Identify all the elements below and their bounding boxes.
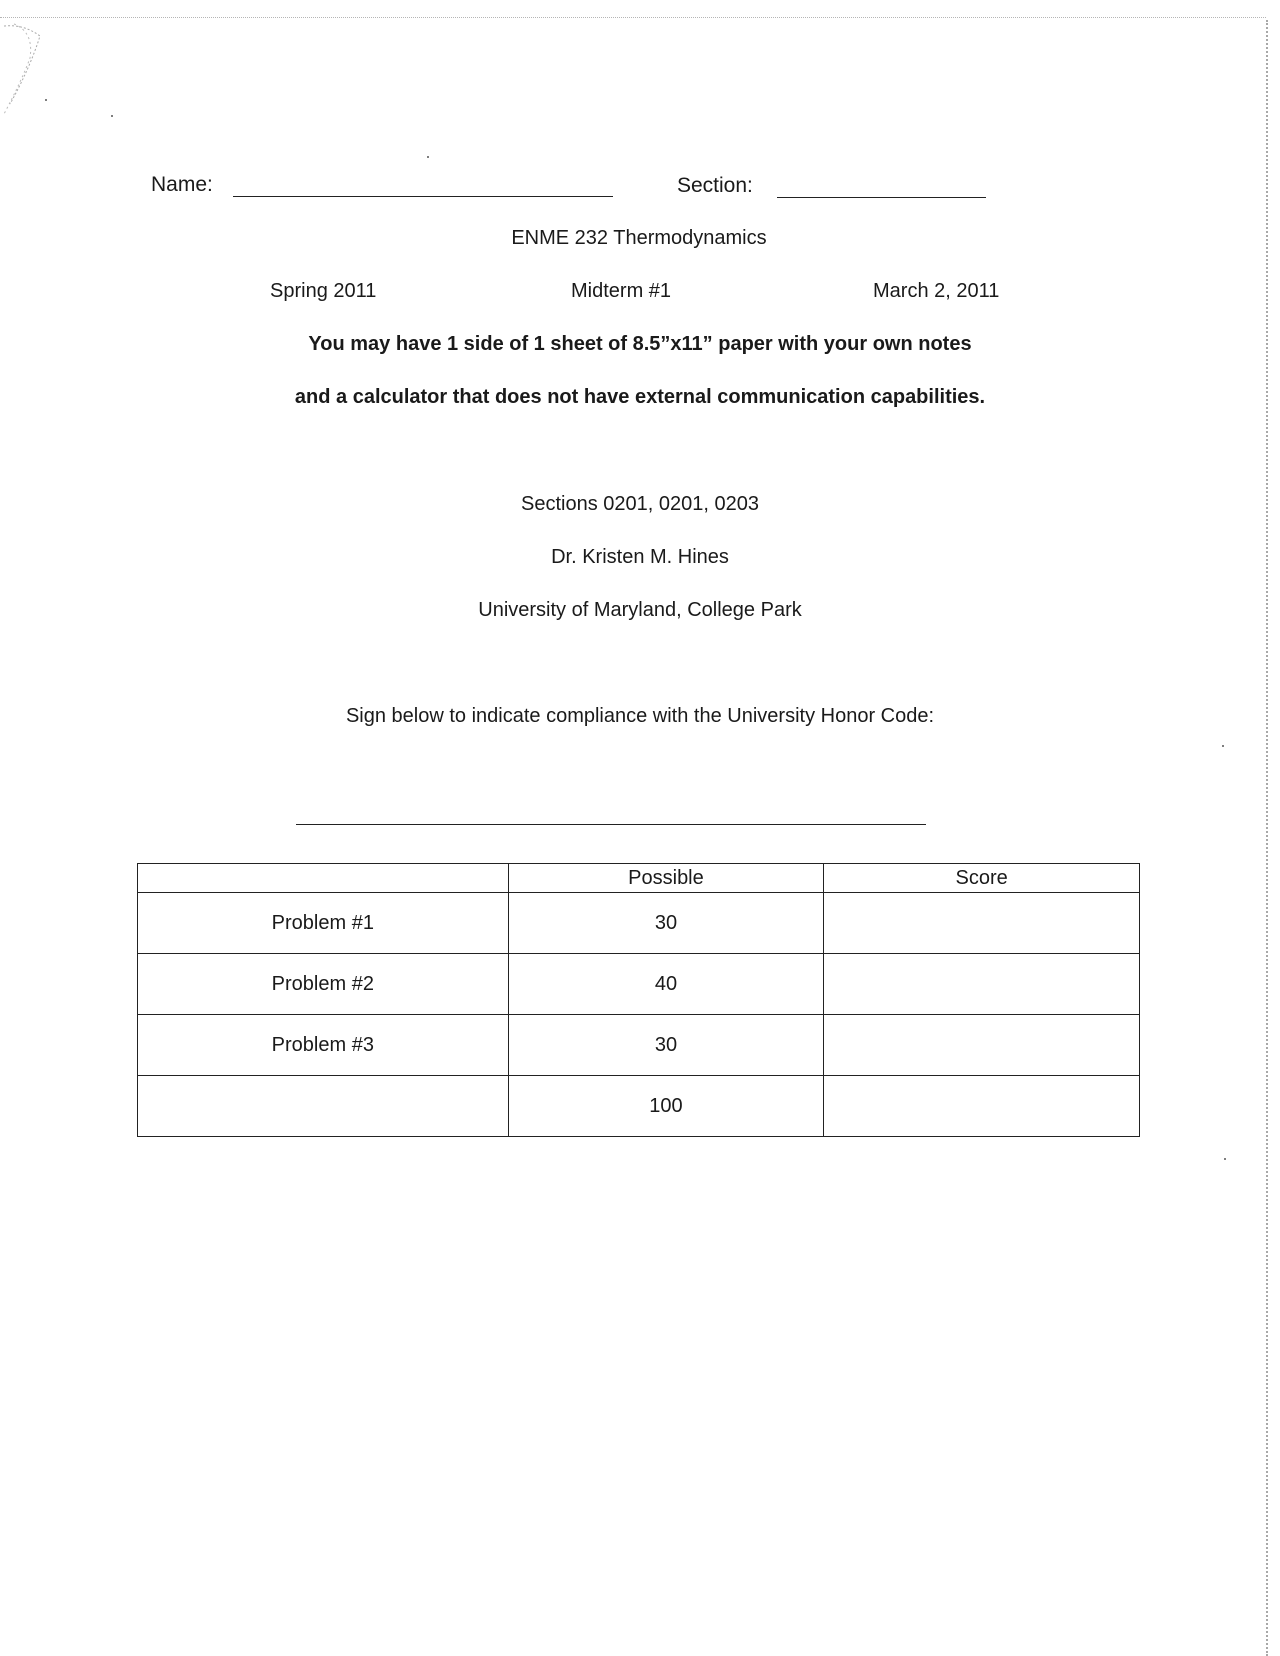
scan-speck: [427, 156, 429, 158]
course-title: [0, 226, 1280, 250]
signature-line[interactable]: [296, 824, 926, 825]
scan-edge-top: [0, 17, 1266, 18]
total-possible-points: 100: [508, 1076, 824, 1137]
scan-speck: [45, 99, 47, 101]
score-table: [137, 863, 1140, 1137]
problem-label: Problem #1: [138, 893, 509, 954]
possible-points: 30: [508, 1015, 824, 1076]
score-cell[interactable]: [824, 893, 1140, 954]
instructor-name: Dr. Kristen M. Hines: [551, 546, 729, 568]
problem-label: Problem #3: [138, 1015, 509, 1076]
possible-points: 30: [508, 893, 824, 954]
section-label: Section:: [677, 174, 753, 197]
university-name: University of Maryland, College Park: [478, 599, 802, 621]
header-cell-blank: [138, 864, 509, 893]
section-field[interactable]: [777, 197, 986, 198]
header-cell-possible: Possible: [508, 864, 824, 893]
name-label: Name:: [151, 173, 213, 196]
exam-name: Midterm #1: [571, 280, 672, 302]
scan-speck: [111, 115, 113, 117]
score-table-header: [138, 864, 1140, 893]
problem-label: [138, 1076, 509, 1137]
total-score-cell[interactable]: [824, 1076, 1140, 1137]
score-cell[interactable]: [824, 954, 1140, 1015]
score-cell[interactable]: [824, 1015, 1140, 1076]
honor-code-prompt: Sign below to indicate compliance with the University Honor Code:: [345, 705, 935, 727]
staple-mark-icon: [0, 18, 60, 118]
problem-label: Problem #2: [138, 954, 509, 1015]
table-row: [138, 893, 1140, 954]
exam-date: March 2, 2011: [873, 280, 1000, 302]
name-field[interactable]: [233, 196, 613, 197]
scan-edge-right: [1266, 20, 1268, 1656]
possible-points: 40: [508, 954, 824, 1015]
exam-term: Spring 2011: [270, 280, 377, 302]
instructions-line-1: You may have 1 side of 1 sheet of 8.5”x11” paper with your own notes: [308, 333, 972, 355]
instructions-line-2: and a calculator that does not have external communication capabilities.: [294, 386, 986, 408]
table-row-total: [138, 1076, 1140, 1137]
header-cell-score: Score: [824, 864, 1140, 893]
scan-speck: [1224, 1158, 1226, 1160]
table-row: [138, 954, 1140, 1015]
course-title-text: ENME 232 Thermodynamics: [511, 227, 767, 249]
scan-speck: [1222, 745, 1224, 747]
sections-list: Sections 0201, 0201, 0203: [521, 493, 759, 515]
table-row: [138, 1015, 1140, 1076]
